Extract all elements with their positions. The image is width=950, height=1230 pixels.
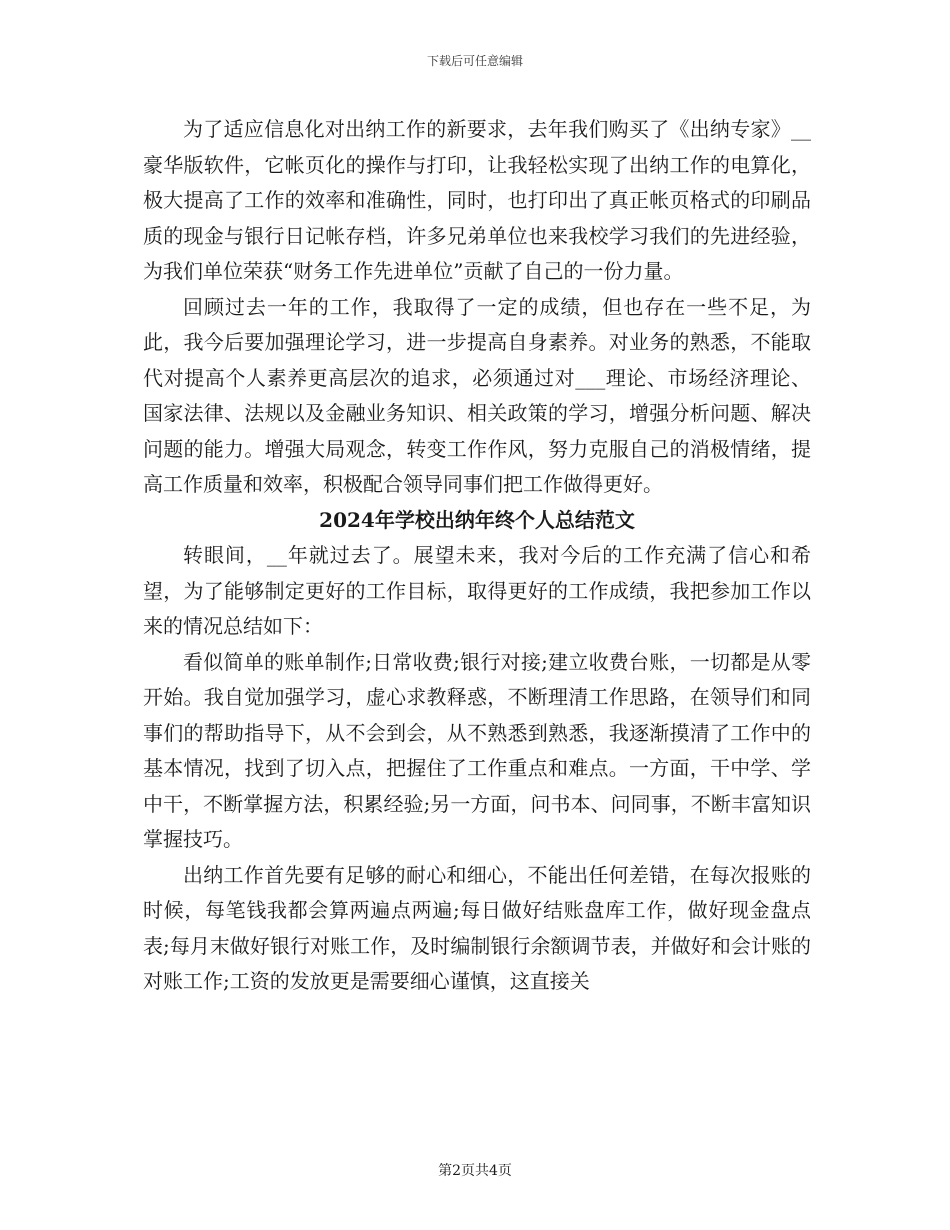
- paragraph: 出纳工作首先要有足够的耐心和细心，不能出任何差错，在每次报账的时候，每笔钱我都会算两遍点两遍;每日做好结账盘库工作，做好现金盘点表;每月末做好银行对账工作，及时编制银行余额调节表，并做好和会计账的对账工作;工资的发放更是需要细心谨慎，这直接关: [143, 862, 811, 993]
- document-body: [143, 112, 811, 1000]
- paragraph: 看似简单的账单制作;日常收费;银行对接;建立收费台账，一切都是从零开始。我自觉加强学习，虚心求教释惑，不断理清工作思路，在领导们和同事们的帮助指导下，从不会到会，从不熟悉到熟悉，我逐渐摸清了工作中的基本情况，找到了切入点，把握住了工作重点和难点。一方面，干中学、学中干，不断掌握方法，积累经验;另一方面，问书本、问同事，不断丰富知识掌握技巧。: [143, 649, 811, 851]
- paragraph: 为了适应信息化对出纳工作的新要求，去年我们购买了《出纳专家》__豪华版软件，它帐页化的操作与打印，让我轻松实现了出纳工作的电算化，极大提高了工作的效率和准确性，同时，也打印出了真正帐页格式的印刷品质的现金与银行日记帐存档，许多兄弟单位也来我校学习我们的先进经验，为我们单位荣获“财务工作先进单位”贡献了自己的一份力量。: [143, 117, 811, 283]
- page-number-footer: 第2页共4页: [438, 1163, 512, 1179]
- page-header-note: 下载后可任意编辑: [426, 54, 523, 68]
- paragraph: 回顾过去一年的工作，我取得了一定的成绩，但也存在一些不足，为此，我今后要加强理论学习，进一步提高自身素养。对业务的熟悉，不能取代对提高个人素养更高层次的追求，必须通过对___理论、市场经济理论、国家法律、法规以及金融业务知识、相关政策的学习，增强分析问题、解决问题的能力。增强大局观念，转变工作作风，努力克服自己的消极情绪，提高工作质量和效率，积极配合领导同事们把工作做得更好。: [143, 294, 811, 496]
- paragraph: 转眼间，__年就过去了。展望未来，我对今后的工作充满了信心和希望，为了能够制定更好的工作目标，取得更好的工作成绩，我把参加工作以来的情况总结如下：: [143, 543, 811, 638]
- section-title: 2024年学校出纳年终个人总结范文: [319, 507, 635, 532]
